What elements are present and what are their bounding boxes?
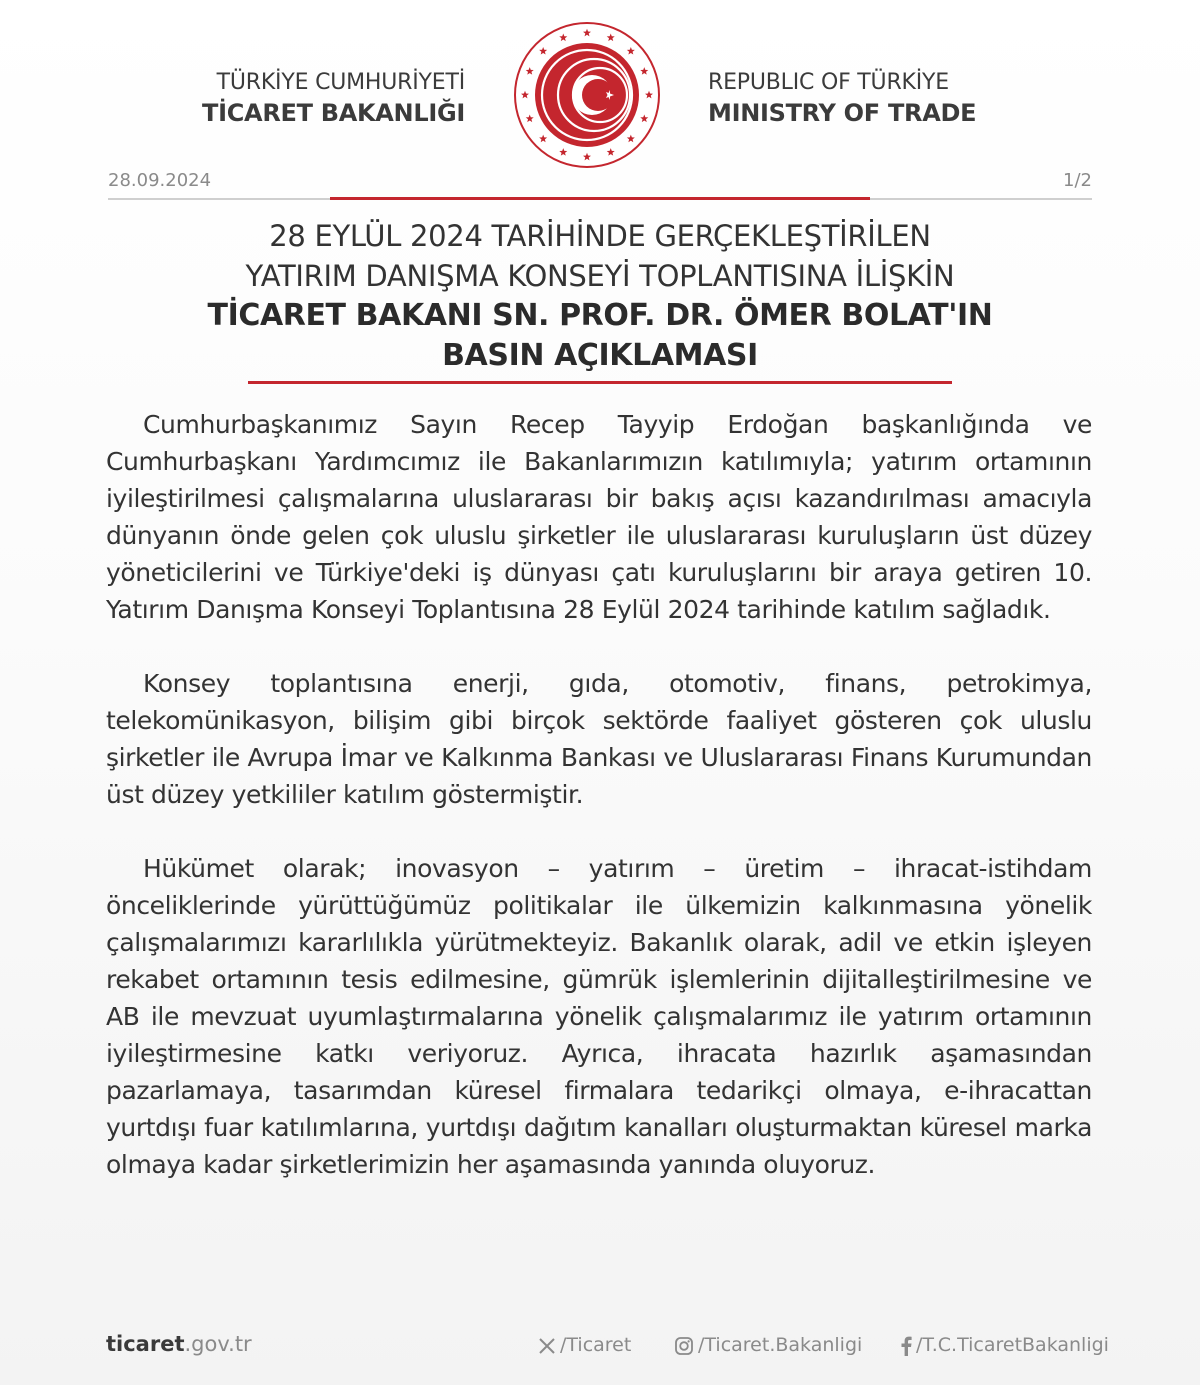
instagram-social-link[interactable] [674, 1334, 862, 1356]
website-bold: ticaret [106, 1332, 185, 1356]
document-title [100, 216, 1100, 376]
paragraph-3: Hükümet olarak; inovasyon – yatırım – üretim – ihracat-istihdam önceliklerinde yürüttüğümüz politikalar ile ülkemizin kalkınmasına yönelik çalışmalarımızı kararlılıkla yürütmekteyiz. Bakanlık olarak, adil ve etkin işleyen rekabet ortamının tesis edilmesine, gümrük işlemlerinin dijitalleştirilmesine ve AB ile mevzuat uyumlaştırmalarına yönelik çalışmalarımız ile yatırım ortamının iyileştirmesine katkı veriyoruz. Ayrıca, ihracata hazırlık aşamasından pazarlamaya, tasarımdan küresel firmalara tedarikçi olmaya, e-ihracattan yurtdışı fuar katılımlarına, yurtdışı dağıtım kanalları oluşturmaktan küresel marka olmaya kadar şirketlerimizin her aşamasında yanında oluyoruz. [106, 854, 1092, 1179]
title-top-accent-rule [330, 197, 870, 200]
paragraph-2: Konsey toplantısına enerji, gıda, otomotiv, finans, petrokimya, telekomünikasyon, bilişim gibi birçok sektörde faaliyet gösteren çok uluslu şirketler ile Avrupa İmar ve Kalkınma Bankası ve Uluslararası Finans Kurumundan üst düzey yetkililer katılım göstermiştir. [106, 669, 1092, 809]
facebook-icon [900, 1336, 912, 1356]
paragraph-1: Cumhurbaşkanımız Sayın Recep Tayyip Erdoğan başkanlığında ve Cumhurbaşkanı Yardımcımız ile Bakanlarımızın katılımıyla; yatırım ortamının iyileştirilmesi çalışmalarına uluslararası bir bakış açısı kazandırılması amacıyla dünyanın önde gelen çok uluslu şirketler ile uluslararası kuruluşların üst düzey yöneticilerini ve Türkiye'deki iş dünyası çatı kuruluşlarını bir araya getiren 10. Yatırım Danışma Konseyi Toplantısına 28 Eylül 2024 tarihinde katılım sağladık. [106, 410, 1092, 624]
facebook-handle: /T.C.TicaretBakanligi [916, 1334, 1109, 1356]
page-number: 1/2 [1063, 170, 1092, 191]
header-left-line1: TÜRKİYE CUMHURİYETİ [216, 70, 465, 95]
header-right-line1: REPUBLIC OF TÜRKİYE [708, 70, 949, 95]
release-date: 28.09.2024 [108, 170, 212, 191]
header-left-line2: TİCARET BAKANLIĞI [202, 99, 465, 127]
instagram-handle: /Ticaret.Bakanligi [698, 1334, 863, 1356]
title-line3: TİCARET BAKANI SN. PROF. DR. ÖMER BOLAT'IN [207, 298, 993, 333]
ministry-emblem-icon [514, 22, 660, 168]
x-handle: /Ticaret [560, 1334, 632, 1356]
x-logo-icon [538, 1337, 556, 1355]
website-link[interactable] [106, 1332, 252, 1356]
website-domain: .gov.tr [184, 1332, 252, 1356]
title-bottom-accent-rule [248, 381, 952, 384]
header-left-block [150, 68, 465, 128]
title-line4: BASIN AÇIKLAMASI [442, 338, 758, 373]
footer [106, 1332, 1109, 1364]
facebook-social-link[interactable] [900, 1334, 1109, 1356]
x-social-link[interactable] [538, 1334, 631, 1356]
header-right-line2: MINISTRY OF TRADE [708, 99, 977, 127]
title-line2: YATIRIM DANIŞMA KONSEYİ TOPLANTISINA İLİŞKİN [245, 259, 955, 293]
header-right-block [708, 68, 1048, 128]
title-line1: 28 EYLÜL 2024 TARİHİNDE GERÇEKLEŞTİRİLEN [269, 219, 931, 253]
body-text [106, 406, 1092, 1183]
instagram-icon [674, 1336, 694, 1356]
